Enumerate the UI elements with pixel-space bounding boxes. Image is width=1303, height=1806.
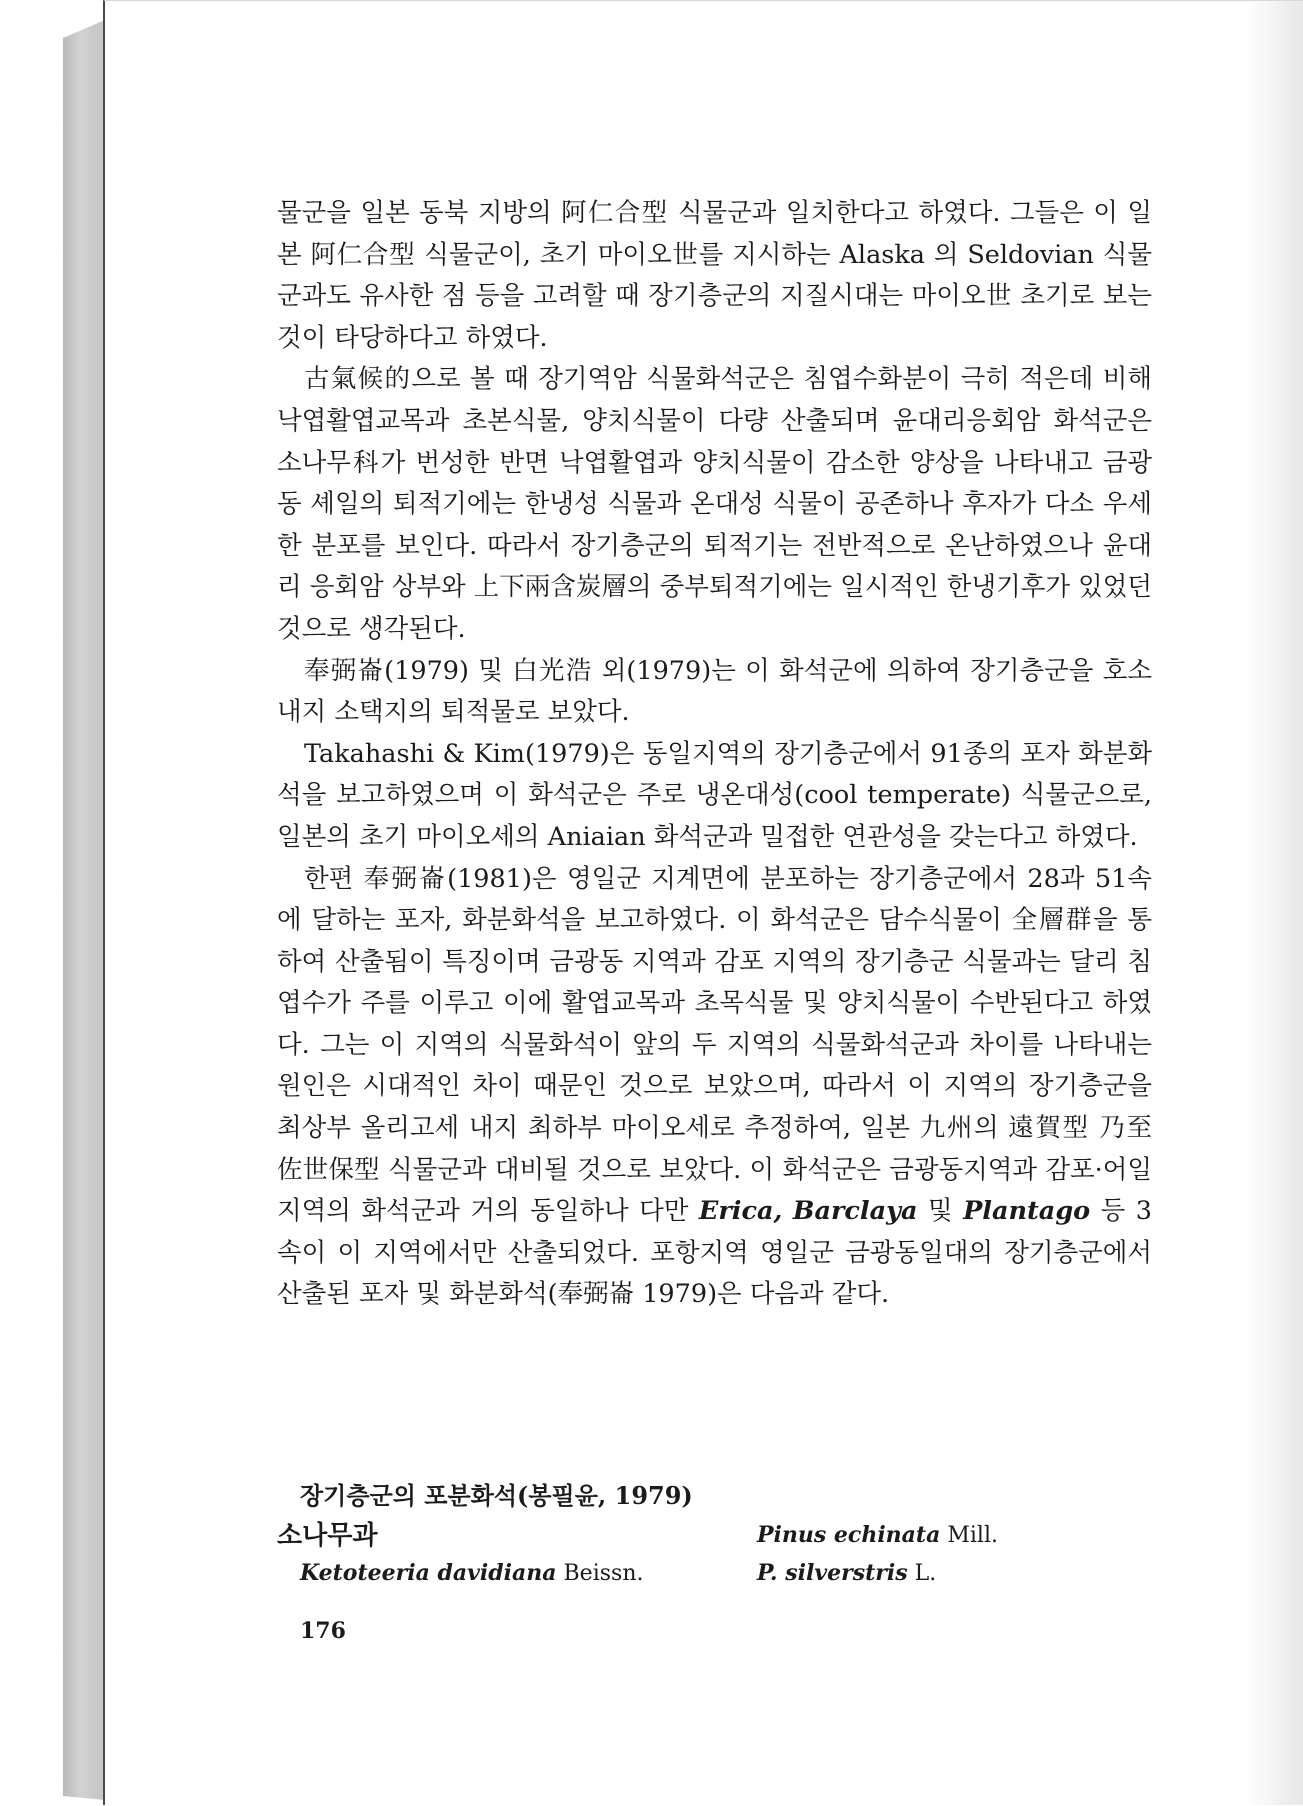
genus-erica: Erica, (698, 1196, 783, 1227)
paragraph-4: Takahashi & Kim(1979)은 동일지역의 장기층군에서 91종의 포자 화분화석을 보고하였으며 이 화석군은 주로 냉온대성(cool temperate) 식물군으로, 일본의 초기 마이오세의 Aniaian 화석군과 밀접한 연관성을 갖는다고 하였다. (277, 738, 1152, 852)
paragraph-3: 奉弼崙(1979) 및 白光浩 외(1979)는 이 화석군에 의하여 장기층군을 호소 내지 소택지의 퇴적물로 보았다. (277, 655, 1152, 728)
species-name: Pinus echinata (757, 1522, 941, 1548)
species-entry (757, 1522, 998, 1548)
section-heading: 장기층군의 포분화석(봉필윤, 1979) (300, 1481, 693, 1510)
genus-plantago: Plantago (963, 1196, 1091, 1227)
paragraph-1: 물군을 일본 동북 지방의 阿仁合型 식물군과 일치한다고 하였다. 그들은 이 일본 阿仁合型 식물군이, 초기 마이오世를 지시하는 Alaska 의 Seldovian 식물군과도 유사한 점 등을 고려할 때 장기층군의 지질시대는 마이오世 초기로 보는 것이 타당하다고 하였다. (277, 198, 1152, 353)
paragraph-5-and: 및 (927, 1196, 953, 1227)
species-entry (757, 1560, 936, 1586)
paragraph-2: 古氣候的으로 볼 때 장기역암 식물화석군은 침엽수화분이 극히 적은데 비해 낙엽활엽교목과 초본식물, 양치식물이 다량 산출되며 윤대리응회암 화석군은 소나무科가 번성한 반면 낙엽활엽과 양치식물이 감소한 양상을 나타내고 금광동 셰일의 퇴적기에는 한냉성 식물과 온대성 식물이 공존하나 후자가 다소 우세한 분포를 보인다. 따라서 장기층군의 퇴적기는 전반적으로 온난하였으나 윤대리 응회암 상부와 上下兩含炭層의 중부퇴적기에는 일시적인 한냉기후가 있었던 것으로 생각된다. (277, 364, 1152, 644)
body-text (277, 193, 1152, 1316)
species-author: Mill. (947, 1523, 998, 1548)
species-author: Beissn. (563, 1561, 644, 1586)
page-shadow (1245, 1, 1303, 1805)
species-author: L. (914, 1561, 937, 1586)
paragraph-5-end: 등 3속이 이 지역에서만 산출되었다. 포항지역 영일군 금광동일대의 장기층군에서 산출된 포자 및 화분화석(奉弼崙 1979)은 다음과 같다. (277, 1196, 1152, 1310)
species-name: Ketoteeria davidiana (300, 1560, 557, 1586)
genus-barclaya: Barclaya (792, 1196, 918, 1227)
page-number: 176 (300, 1618, 346, 1644)
species-entry (300, 1560, 643, 1586)
book-spine (63, 20, 105, 1800)
species-name: P. silverstris (757, 1560, 908, 1586)
family-name: 소나무과 (277, 1521, 378, 1551)
paragraph-5 (277, 859, 1152, 1317)
paragraph-5-start: 한편 奉弼崙(1981)은 영일군 지계면에 분포하는 장기층군에서 28과 51속에 달하는 포자, 화분화석을 보고하였다. 이 화석군은 담수식물이 全層群을 통하여 산출됨이 특징이며 금광동 지역과 감포 지역의 장기층군 식물과는 달리 침엽수가 주를 이루고 이에 활엽교목과 초목식물 및 양치식물이 수반된다고 하였다. 그는 이 지역의 식물화석이 앞의 두 지역의 식물화석군과 차이를 나타내는 원인은 시대적인 차이 때문인 것으로 보았으며, 따라서 이 지역의 장기층군을 최상부 올리고세 내지 최하부 마이오세로 추정하여, 일본 九州의 遠賀型 乃至 佐世保型 식물군과 대비될 것으로 보았다. 이 화석군은 금광동지역과 감포·어일지역의 화석군과 거의 동일하나 다만 (277, 863, 1152, 1227)
